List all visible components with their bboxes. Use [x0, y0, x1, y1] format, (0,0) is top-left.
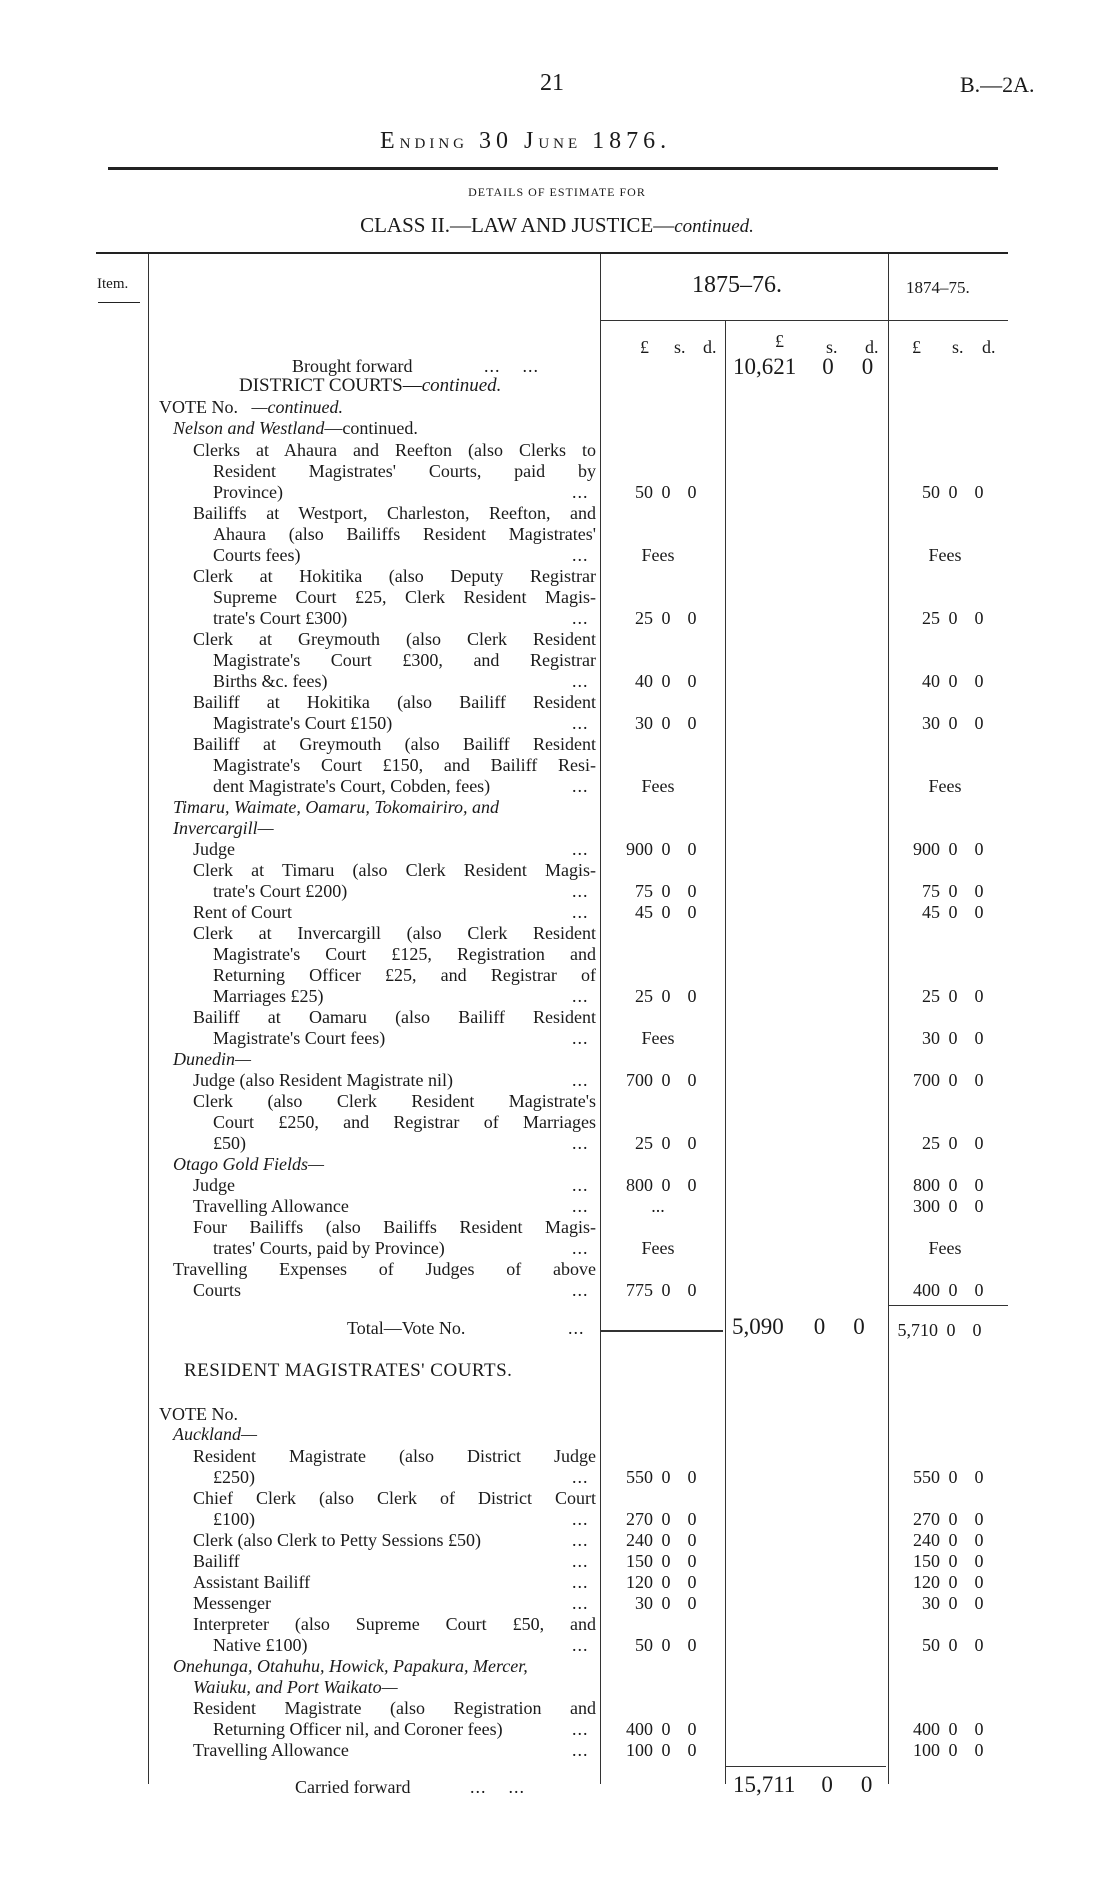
district-row-previous-value: Fees: [928, 545, 962, 565]
district-row-current-value: Fees: [641, 545, 675, 565]
region-heading-timaru: Timaru, Waimate, Oamaru, Tokomairiro, and: [173, 797, 500, 817]
resident-row-previous-amount: 240 0 0: [913, 1530, 984, 1550]
leader-dots: ...: [572, 608, 589, 628]
district-row-line: Rent of Court: [193, 902, 292, 922]
column-rule-previous: [888, 254, 889, 1784]
item-column-header: Item.: [97, 276, 129, 292]
leader-dots: ...: [572, 1593, 589, 1613]
district-row-line: Magistrate's Court £150): [213, 713, 393, 733]
district-row-line: Court £250, and Registrar of Marriages: [213, 1112, 596, 1132]
district-row-line: Magistrate's Court fees): [213, 1028, 386, 1048]
leader-dots: ...: [572, 1635, 589, 1655]
district-row-line: Bailiff at Hokitika (also Bailiff Resident: [193, 692, 596, 712]
district-row-line: Magistrate's Court £150, and Bailiff Resi-: [213, 755, 596, 775]
district-row-current-value: ...: [651, 1196, 665, 1216]
resident-row-previous-amount: 150 0 0: [913, 1551, 984, 1571]
district-row-current-amount: 25 0 0: [635, 986, 697, 1006]
district-row-line: Clerk at Hokitika (also Deputy Registrar: [193, 566, 596, 586]
district-row-previous-value: Fees: [928, 1238, 962, 1258]
pound-header-current: £: [640, 337, 649, 357]
document-code: B.—2A.: [960, 72, 1035, 97]
year-header-underline-current: [600, 320, 888, 321]
district-row-previous-amount: 30 0 0: [922, 713, 984, 733]
district-row-line: Clerk at Timaru (also Clerk Resident Magis-: [193, 860, 596, 880]
resident-row-previous-amount: 120 0 0: [913, 1572, 984, 1592]
pound-header-subtotal: £: [775, 331, 784, 351]
leader-dots: ...: [572, 1133, 589, 1153]
district-row-current-amount: 900 0 0: [626, 839, 697, 859]
district-row-line: Returning Officer £25, and Registrar of: [213, 965, 596, 985]
leader-dots: ...: [572, 1551, 589, 1571]
district-row-previous-amount: 40 0 0: [922, 671, 984, 691]
resident-row-current-amount: 550 0 0: [626, 1467, 697, 1487]
leader-dots: ...: [572, 776, 589, 796]
column-rule-item: [148, 254, 149, 1784]
district-row-current-amount: 45 0 0: [635, 902, 697, 922]
district-row-line: Clerk at Invercargill (also Clerk Resident: [193, 923, 596, 943]
resident-row-line: Resident Magistrate (also Registration and: [193, 1698, 596, 1718]
district-row-previous-amount: 50 0 0: [922, 482, 984, 502]
district-row-line: Ahaura (also Bailiffs Resident Magistrates': [213, 524, 596, 544]
district-row-current-amount: 30 0 0: [635, 713, 697, 733]
district-row-previous-value: Fees: [928, 776, 962, 796]
district-row-current-amount: 25 0 0: [635, 608, 697, 628]
resident-row-line: £100): [213, 1509, 255, 1529]
leader-dots: ...: [572, 1509, 589, 1529]
pound-header-previous: £: [912, 337, 921, 357]
region-heading-waiuku: Waiuku, and Port Waikato—: [193, 1677, 398, 1697]
resident-row-previous-amount: 50 0 0: [922, 1635, 984, 1655]
item-header-underline: [98, 302, 140, 303]
district-row-current-amount: 800 0 0: [626, 1175, 697, 1195]
district-row-line: Bailiff at Oamaru (also Bailiff Resident: [193, 1007, 596, 1027]
leader-dots: ...: [572, 1280, 589, 1300]
district-row-line: Courts fees): [213, 545, 301, 565]
region-heading-invercargill: Invercargill—: [173, 818, 274, 838]
resident-row-current-amount: 150 0 0: [626, 1551, 697, 1571]
district-row-line: dent Magistrate's Court, Cobden, fees): [213, 776, 491, 796]
travelling-expenses-row-line: Courts: [193, 1280, 242, 1300]
resident-row-line: Native £100): [213, 1635, 308, 1655]
district-row-previous-amount: 45 0 0: [922, 902, 984, 922]
district-row-line: Births &c. fees): [213, 671, 328, 691]
district-row-previous-amount: 700 0 0: [913, 1070, 984, 1090]
travelling-expenses-row-line: Travelling Expenses of Judges of above: [173, 1259, 596, 1279]
shilling-header-current: s.: [674, 337, 686, 357]
district-row-line: Judge (also Resident Magistrate nil): [193, 1070, 453, 1090]
travelling-expenses-row-current-amount: 775 0 0: [626, 1280, 697, 1300]
year-current-header: 1875–76.: [692, 272, 782, 298]
pence-header-current: d.: [703, 337, 717, 357]
district-row-current-amount: 25 0 0: [635, 1133, 697, 1153]
leader-dots: ...: [572, 839, 589, 859]
vote-number: VOTE No. —continued.: [159, 397, 343, 417]
region-heading-otago: Otago Gold Fields—: [173, 1154, 324, 1174]
pence-header-subtotal: d.: [865, 337, 879, 357]
resident-row-previous-amount: 30 0 0: [922, 1593, 984, 1613]
resident-magistrates-heading: RESIDENT MAGISTRATES' COURTS.: [184, 1360, 513, 1381]
district-row-line: Travelling Allowance: [193, 1196, 349, 1216]
district-row-current-amount: 40 0 0: [635, 671, 697, 691]
column-rule-subtotal: [725, 320, 726, 1784]
total-vote-previous: 5,710 0 0: [897, 1320, 982, 1340]
leader-dots: ...: [572, 881, 589, 901]
leader-dots: ...: [572, 1572, 589, 1592]
district-row-previous-amount: 25 0 0: [922, 608, 984, 628]
leader-dots: ...: [572, 1028, 589, 1048]
column-rule-amounts: [600, 254, 601, 1784]
travelling-expenses-row-previous-amount: 400 0 0: [913, 1280, 984, 1300]
district-row-previous-amount: 900 0 0: [913, 839, 984, 859]
district-row-line: Clerk at Greymouth (also Clerk Resident: [193, 629, 596, 649]
resident-row-previous-amount: 400 0 0: [913, 1719, 984, 1739]
resident-row-current-amount: 100 0 0: [626, 1740, 697, 1760]
leader-dots: ...: [572, 1238, 589, 1258]
district-row-current-value: Fees: [641, 1238, 675, 1258]
leader-dots: ... ...: [484, 356, 539, 376]
district-row-line: Judge: [193, 1175, 235, 1195]
district-row-current-value: Fees: [641, 1028, 675, 1048]
leader-dots: ...: [572, 545, 589, 565]
carried-forward-rule: [726, 1766, 886, 1767]
ending-date-heading: ENDING 30 JUNE 1876.: [380, 128, 672, 154]
resident-row-line: Travelling Allowance: [193, 1740, 349, 1760]
district-row-previous-amount: 800 0 0: [913, 1175, 984, 1195]
shilling-header-previous: s.: [952, 337, 964, 357]
district-row-line: Magistrate's Court £125, Registration and: [213, 944, 596, 964]
leader-dots: ...: [572, 1467, 589, 1487]
resident-row-line: Resident Magistrate (also District Judge: [193, 1446, 596, 1466]
brought-forward-amount: 10,621 0 0: [733, 354, 874, 379]
carried-forward-amount: 15,711 0 0: [733, 1772, 873, 1797]
district-row-line: Marriages £25): [213, 986, 324, 1006]
district-row-current-amount: 75 0 0: [635, 881, 697, 901]
leader-dots: ...: [572, 482, 589, 502]
table-top-rule: [96, 252, 1008, 254]
resident-row-line: Chief Clerk (also Clerk of District Court: [193, 1488, 596, 1508]
year-header-underline-previous: [888, 320, 1008, 321]
district-row-current-amount: 50 0 0: [635, 482, 697, 502]
district-row-previous-amount: 25 0 0: [922, 986, 984, 1006]
district-row-line: trate's Court £200): [213, 881, 348, 901]
leader-dots: ...: [572, 1719, 589, 1739]
district-row-line: Bailiff at Greymouth (also Bailiff Resident: [193, 734, 596, 754]
district-courts-heading: DISTRICT COURTS—continued.: [239, 375, 502, 396]
district-row-line: Clerks at Ahaura and Reefton (also Clerks to: [193, 440, 596, 460]
total-vote-label: Total—Vote No.: [347, 1318, 466, 1338]
district-row-current-value: Fees: [641, 776, 675, 796]
leader-dots: ...: [572, 1070, 589, 1090]
resident-row-line: Bailiff: [193, 1551, 240, 1571]
region-heading-onehunga: Onehunga, Otahuhu, Howick, Papakura, Mercer,: [173, 1656, 528, 1676]
leader-dots: ...: [572, 1175, 589, 1195]
district-row-line: £50): [213, 1133, 246, 1153]
resident-row-line: £250): [213, 1467, 255, 1487]
pence-header-previous: d.: [982, 337, 996, 357]
district-row-line: Bailiffs at Westport, Charleston, Reefton, and: [193, 503, 596, 523]
district-row-current-amount: 700 0 0: [626, 1070, 697, 1090]
district-row-line: Four Bailiffs (also Bailiffs Resident Magis-: [193, 1217, 596, 1237]
district-row-line: Supreme Court £25, Clerk Resident Magis-: [213, 587, 596, 607]
resident-row-current-amount: 270 0 0: [626, 1509, 697, 1529]
leader-dots: ...: [572, 902, 589, 922]
resident-row-current-amount: 120 0 0: [626, 1572, 697, 1592]
details-label: DETAILS OF ESTIMATE FOR: [468, 185, 646, 199]
district-row-previous-amount: 75 0 0: [922, 881, 984, 901]
resident-row-line: Assistant Bailiff: [193, 1572, 311, 1592]
leader-dots: ...: [568, 1318, 585, 1338]
region-heading-dunedin: Dunedin—: [173, 1049, 251, 1069]
resident-row-line: Returning Officer nil, and Coroner fees): [213, 1719, 503, 1739]
brought-forward-label: Brought forward: [292, 356, 413, 376]
leader-dots: ...: [572, 1530, 589, 1550]
district-row-line: trate's Court £300): [213, 608, 348, 628]
resident-row-current-amount: 30 0 0: [635, 1593, 697, 1613]
resident-row-line: Interpreter (also Supreme Court £50, and: [193, 1614, 596, 1634]
region-heading-nelson: Nelson and Westland—continued.: [173, 418, 418, 438]
resident-row-previous-amount: 550 0 0: [913, 1467, 984, 1487]
total-vote-current: 5,090 0 0: [732, 1314, 865, 1339]
top-rule: [108, 167, 998, 170]
resident-row-current-amount: 240 0 0: [626, 1530, 697, 1550]
leader-dots: ...: [572, 986, 589, 1006]
district-row-line: Clerk (also Clerk Resident Magistrate's: [193, 1091, 596, 1111]
leader-dots: ...: [572, 671, 589, 691]
district-row-line: trates' Courts, paid by Province): [213, 1238, 445, 1258]
leader-dots: ...: [572, 1196, 589, 1216]
district-row-line: Magistrate's Court £300, and Registrar: [213, 650, 596, 670]
total-rule-current: [601, 1330, 723, 1332]
resident-row-current-amount: 400 0 0: [626, 1719, 697, 1739]
leader-dots: ... ...: [470, 1777, 525, 1797]
vote-number-rm: VOTE No.: [159, 1404, 238, 1424]
year-previous-header: 1874–75.: [906, 278, 970, 297]
resident-row-line: Clerk (also Clerk to Petty Sessions £50): [193, 1530, 481, 1550]
resident-row-previous-amount: 100 0 0: [913, 1740, 984, 1760]
resident-row-line: Messenger: [193, 1593, 271, 1613]
district-row-line: Province): [213, 482, 283, 502]
district-row-previous-amount: 30 0 0: [922, 1028, 984, 1048]
leader-dots: ...: [572, 1740, 589, 1760]
district-row-previous-amount: 300 0 0: [913, 1196, 984, 1216]
region-heading-auckland: Auckland—: [173, 1424, 257, 1444]
district-row-line: Resident Magistrates' Courts, paid by: [213, 461, 596, 481]
carried-forward-label: Carried forward: [295, 1777, 411, 1797]
page-number: 21: [540, 70, 564, 96]
district-row-previous-amount: 25 0 0: [922, 1133, 984, 1153]
total-rule-previous: [888, 1305, 1008, 1306]
class-title: CLASS II.—LAW AND JUSTICE—continued.: [360, 213, 754, 237]
leader-dots: ...: [572, 713, 589, 733]
shilling-header-subtotal: s.: [826, 337, 838, 357]
resident-row-previous-amount: 270 0 0: [913, 1509, 984, 1529]
resident-row-current-amount: 50 0 0: [635, 1635, 697, 1655]
district-row-line: Judge: [193, 839, 235, 859]
